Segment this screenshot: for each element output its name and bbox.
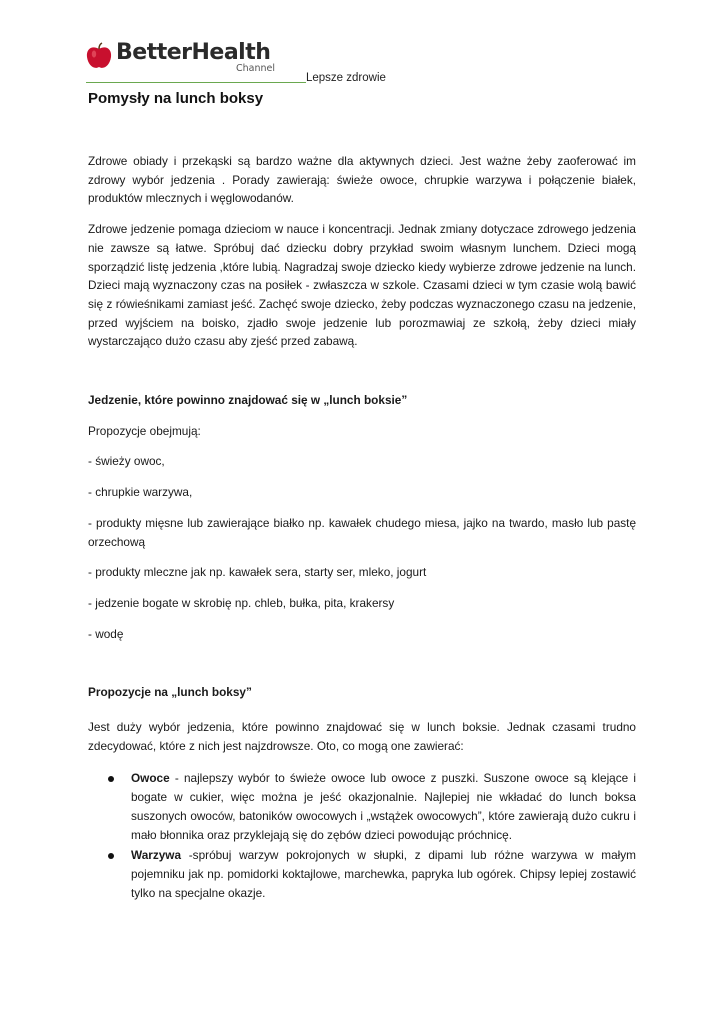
section-heading: Jedzenie, które powinno znajdować się w „lunch boksie” (88, 393, 408, 408)
intro-paragraph: Zdrowe obiady i przekąski są bardzo ważne dla aktywnych dzieci. Jest ważne żeby zaoferować im zdrowy wybór jedzenia . Porady zawierają: świeże owoce, chrupkie warzywa i połączenie białek, produktów mlecznych i węglowodanów. (88, 154, 636, 206)
list-item: - produkty mleczne jak np. kawałek sera, starty ser, mleko, jogurt (88, 565, 427, 580)
intro-paragraph: Zdrowe jedzenie pomaga dzieciom w nauce i koncentracji. Jednak zmiany dotyczace zdrowego jedzenia nie zawsze są łatwe. Spróbuj dać dziecku dobry przykład swoim własnym lunchem. Dzieci mogą sporządzić listę jedzenia ,które lubią. Nagradzaj swoje dziecko kiedy wybierze zdrowe jedzenie na lunch. Dzieci mają wyznaczony czas na posiłek - zwłaszcza w szkole. Czasami dzieci w tym czasie wolą bawić się z rówieśnikami zamiast jeść. Zachęć swoje dziecko, żeby podczas wyznaczonego czasu na jedzenie, przed wyjściem na boisko, zjadło swoje jedzenie lub porozmawiaj ze szkołą, żeby dzieci miały wystarczająco dużo czasu aby zjeść przed zabawą. (88, 222, 636, 349)
page-title: Pomysły na lunch boksy (88, 90, 264, 107)
section-heading: Propozycje na „lunch boksy” (88, 685, 252, 700)
list-item: - produkty mięsne lub zawierające białko np. kawałek chudego miesa, jajko na twardo, masło lub pastę orzechową (88, 515, 636, 549)
bullet-term: Owoce (131, 771, 170, 786)
header-rule (86, 82, 306, 83)
better-health-logo (86, 40, 286, 76)
bullet-text: -spróbuj warzyw pokrojonych w słupki, z dipami lub różne warzywa w małym pojemniku jak np. pomidorki koktajlowe, marchewka, papryka lub ogórek. Chipsy lepiej zostawić tylko na specjalne okazje. (131, 848, 636, 900)
bullet-list (88, 769, 636, 902)
list-item: - jedzenie bogate w skrobię np. chleb, bułka, pita, krakersy (88, 595, 395, 610)
bullet-icon (108, 853, 114, 859)
section-lead: Jest duży wybór jedzenia, które powinno znajdować się w lunch boksie. Jednak czasami trudno zdecydować, które z nich jest najzdrowsze. Oto, co mogą one zawierać: (88, 720, 636, 753)
bullet-text: - najlepszy wybór to świeże owoce lub owoce z puszki. Suszone owoce są klejące i bogate w cukier, więc można je jeść okazjonalnie. Najlepiej nie wkładać do lunch boksa suszonych owoców, batoników owocowych i „wstążek owocowych”, które zawierają dużo cukru i mało błonnika oraz przyklejają się do zębów dzieci powodując próchnicę. (131, 771, 636, 842)
logo-subtitle: Channel (236, 63, 276, 74)
bullet-item (131, 769, 636, 844)
bullet-term: Warzywa (131, 848, 182, 863)
list-item: - świeży owoc, (88, 454, 165, 469)
tagline: Lepsze zdrowie (306, 72, 386, 84)
section-lead: Propozycje obejmują: (88, 423, 201, 438)
bullet-item (131, 846, 636, 902)
document-body (88, 152, 636, 904)
apple-icon (86, 42, 112, 70)
list-item: - wodę (88, 626, 124, 641)
logo-title: BetterHealth (116, 40, 271, 65)
list-item: - chrupkie warzywa, (88, 485, 193, 500)
bullet-icon (108, 776, 114, 782)
